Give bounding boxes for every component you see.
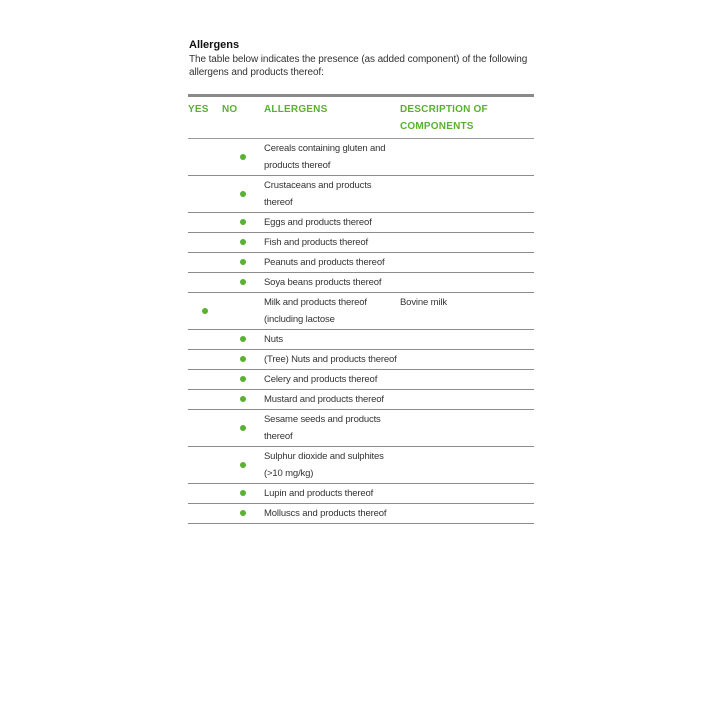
table-row bbox=[188, 370, 534, 390]
table-row bbox=[188, 293, 534, 330]
allergen-description bbox=[400, 350, 534, 370]
header-description: DESCRIPTION OF COMPONENTS bbox=[400, 104, 488, 132]
yes-cell bbox=[188, 410, 222, 447]
allergen-rows bbox=[188, 139, 534, 524]
allergen-description bbox=[400, 213, 534, 233]
presence-dot-icon bbox=[240, 279, 246, 285]
section-title: Allergens bbox=[189, 39, 240, 51]
table-row bbox=[188, 350, 534, 370]
presence-dot-icon bbox=[240, 219, 246, 225]
header-yes: YES bbox=[188, 104, 209, 115]
allergen-name: Fish and products thereof bbox=[264, 237, 368, 248]
no-cell bbox=[222, 253, 264, 273]
presence-dot-icon bbox=[240, 510, 246, 516]
table-header-row bbox=[188, 96, 534, 139]
allergen-description bbox=[400, 370, 534, 390]
allergen-description bbox=[400, 447, 534, 484]
presence-dot-icon bbox=[240, 396, 246, 402]
no-cell bbox=[222, 484, 264, 504]
allergen-description bbox=[400, 273, 534, 293]
yes-cell bbox=[188, 330, 222, 350]
table-row bbox=[188, 176, 534, 213]
allergen-name: Peanuts and products thereof bbox=[264, 257, 385, 268]
yes-cell bbox=[188, 390, 222, 410]
allergen-name: Celery and products thereof bbox=[264, 374, 378, 385]
allergen-name: Soya beans products thereof bbox=[264, 277, 382, 288]
header-no: NO bbox=[222, 104, 238, 115]
no-cell bbox=[222, 447, 264, 484]
no-cell bbox=[222, 370, 264, 390]
no-cell bbox=[222, 213, 264, 233]
presence-dot-icon bbox=[240, 356, 246, 362]
allergen-name: (Tree) Nuts and products thereof bbox=[264, 354, 397, 365]
no-cell bbox=[222, 139, 264, 176]
allergen-name: Crustaceans and products thereof bbox=[264, 180, 372, 208]
presence-dot-icon bbox=[240, 425, 246, 431]
header-allergens: ALLERGENS bbox=[264, 104, 328, 115]
yes-cell bbox=[188, 176, 222, 213]
table-row bbox=[188, 390, 534, 410]
allergen-name: Cereals containing gluten and products thereof bbox=[264, 143, 386, 171]
yes-cell bbox=[188, 350, 222, 370]
allergen-description bbox=[400, 233, 534, 253]
allergen-description: Bovine milk bbox=[400, 297, 447, 308]
allergen-name: Eggs and products thereof bbox=[264, 217, 372, 228]
table-row bbox=[188, 504, 534, 524]
intro-text: The table below indicates the presence (as added component) of the following allergens and products thereof: bbox=[189, 54, 528, 78]
table-row bbox=[188, 447, 534, 484]
no-cell bbox=[222, 410, 264, 447]
table-row bbox=[188, 330, 534, 350]
allergen-name: Mustard and products thereof bbox=[264, 394, 384, 405]
presence-dot-icon bbox=[202, 308, 208, 314]
table-row bbox=[188, 484, 534, 504]
no-cell bbox=[222, 293, 264, 330]
presence-dot-icon bbox=[240, 376, 246, 382]
allergen-name: Milk and products thereof (including lactose bbox=[264, 297, 367, 325]
allergen-description bbox=[400, 139, 534, 176]
allergen-description bbox=[400, 253, 534, 273]
yes-cell bbox=[188, 504, 222, 524]
no-cell bbox=[222, 504, 264, 524]
no-cell bbox=[222, 176, 264, 213]
allergen-name: Sesame seeds and products thereof bbox=[264, 414, 381, 442]
no-cell bbox=[222, 233, 264, 253]
table-row bbox=[188, 273, 534, 293]
allergen-table bbox=[188, 94, 534, 524]
no-cell bbox=[222, 390, 264, 410]
presence-dot-icon bbox=[240, 336, 246, 342]
presence-dot-icon bbox=[240, 490, 246, 496]
presence-dot-icon bbox=[240, 239, 246, 245]
allergen-name: Sulphur dioxide and sulphites (>10 mg/kg) bbox=[264, 451, 384, 479]
table-row bbox=[188, 213, 534, 233]
allergen-description bbox=[400, 330, 534, 350]
no-cell bbox=[222, 273, 264, 293]
allergen-description bbox=[400, 484, 534, 504]
table-row bbox=[188, 253, 534, 273]
allergen-name: Lupin and products thereof bbox=[264, 488, 374, 499]
no-cell bbox=[222, 330, 264, 350]
allergen-description bbox=[400, 504, 534, 524]
yes-cell bbox=[188, 273, 222, 293]
yes-cell bbox=[188, 233, 222, 253]
yes-cell bbox=[188, 139, 222, 176]
no-cell bbox=[222, 350, 264, 370]
presence-dot-icon bbox=[240, 462, 246, 468]
table-row bbox=[188, 139, 534, 176]
allergen-name: Nuts bbox=[264, 334, 283, 345]
presence-dot-icon bbox=[240, 259, 246, 265]
allergen-description bbox=[400, 410, 534, 447]
table-row bbox=[188, 233, 534, 253]
yes-cell bbox=[188, 293, 222, 330]
yes-cell bbox=[188, 370, 222, 390]
yes-cell bbox=[188, 213, 222, 233]
allergen-description bbox=[400, 176, 534, 213]
yes-cell bbox=[188, 253, 222, 273]
yes-cell bbox=[188, 447, 222, 484]
presence-dot-icon bbox=[240, 191, 246, 197]
allergen-name: Molluscs and products thereof bbox=[264, 508, 387, 519]
presence-dot-icon bbox=[240, 154, 246, 160]
yes-cell bbox=[188, 484, 222, 504]
table-row bbox=[188, 410, 534, 447]
allergen-document bbox=[188, 38, 534, 524]
allergen-description bbox=[400, 390, 534, 410]
